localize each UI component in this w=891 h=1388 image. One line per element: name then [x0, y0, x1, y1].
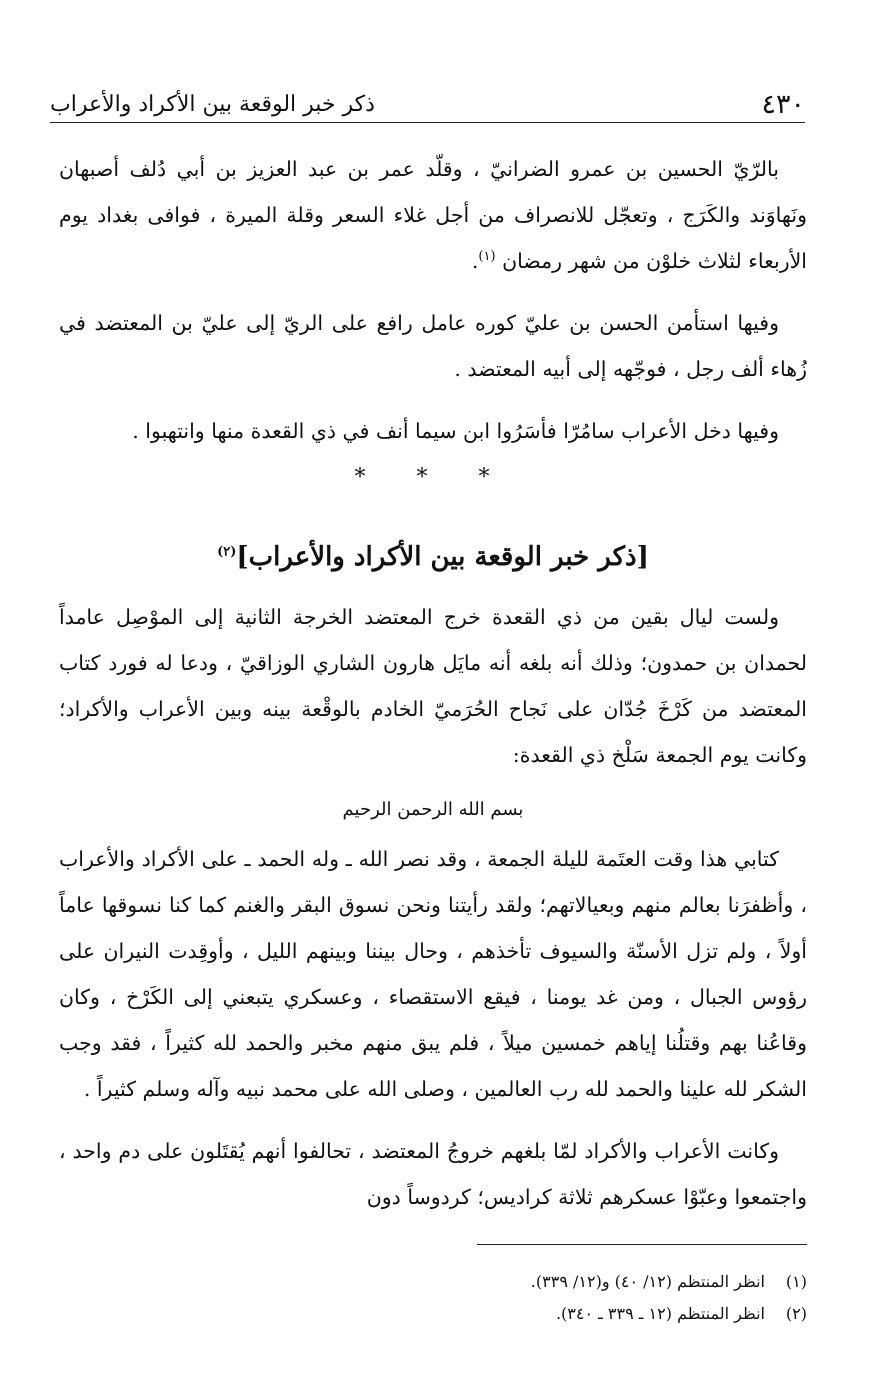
- section-title-text: [ذكر خبر الوقعة بين الأكراد والأعراب]: [236, 542, 649, 572]
- paragraph-2: وفيها استأمن الحسن بن عليّ كوره عامل رافع على الريّ إلى عليّ بن المعتضد في زُهاء ألف رجل ، فوجّهه إلى أبيه المعتضد .: [59, 311, 807, 381]
- page-number: ٤٣٠: [761, 89, 805, 120]
- footnote-number: (٢): [785, 1304, 807, 1323]
- paragraph-6: وكانت الأعراب والأكراد لمّا بلغهم خروجُ المعتضد ، تحالفوا أنهم يُقتَلون على دم واحد ، واجتمعوا وعبّوْا عسكرهم ثلاثة كراديس؛ كردوساً دون: [59, 1139, 807, 1209]
- footnote-text: انظر المنتظم (١٢ ـ ٣٣٩ ـ ٣٤٠).: [555, 1304, 765, 1323]
- footnote-1: [59, 1266, 807, 1298]
- paragraph-4: ولست ليال بقين من ذي القعدة خرج المعتضد الخرجة الثانية إلى الموْصِل عامداً لحمدان بن حمدون؛ وذلك أنه بلغه أنه مايَل هارون الشاري الوزاقيّ ، ودعا له فورد كتاب المعتضد من كَرْخَ جُدّان على نَجاح الحُرَميّ الخادم بالوقْعة بينه وبين الأعراب والأكراد؛ وكانت يوم الجمعة سَلْخ ذي القعدة:: [59, 605, 807, 767]
- paragraph-1-end: .: [471, 249, 479, 273]
- paragraph-1: [59, 146, 807, 284]
- footnotes: [59, 1266, 807, 1330]
- section-separator: * * *: [354, 465, 512, 490]
- footnote-separator: [477, 1244, 807, 1245]
- body-text: [59, 146, 807, 1220]
- footnote-ref-2: (٢): [217, 544, 237, 560]
- basmala: بسم الله الرحمن الرحيم: [342, 799, 524, 820]
- section-title: [59, 528, 807, 586]
- paragraph-3: وفيها دخل الأعراب سامُرّا فأسَرُوا ابن سيما أنف في ذي القعدة منها وانتهبوا .: [132, 419, 779, 443]
- running-head: ذكر خبر الوقعة بين الأكراد والأعراب: [50, 92, 375, 117]
- paragraph-5: كتابي هذا وقت العتَمة لليلة الجمعة ، وقد نصر الله ـ وله الحمد ـ على الأكراد والأعراب ، وأظفرَنا بعالم منهم وبعيالاتهم؛ ولقد رأيتنا ونحن نسوق البقر والغنم كما كنا نسوقها عاماً أولاً ، ولم تزل الأسنّة والسيوف تأخذهم ، وحال بيننا وبينهم الليل ، وأوقِدت النيران على رؤوس الجبال ، ومن غد يومنا ، فيقع الاستقصاء ، وعسكري يتبعني إلى الكَرْخ ، وكان وقاعُنا بهم وقتلُنا إياهم خمسين ميلاً ، فلم يبق منهم مخبر والحمد لله كثيراً ، فقد وجب الشكر لله علينا والحمد لله رب العالمين ، وصلى الله على محمد نبيه وآله وسلم كثيراً .: [59, 847, 807, 1101]
- page-header: [50, 86, 805, 123]
- footnote-ref-1: (١): [478, 249, 496, 265]
- paragraph-1-text: بالرّيّ الحسين بن عمرو الضرانيّ ، وقلّد عمر بن عبد العزيز بن أبي دُلف أصبهان ونَهاوَند والكَرَج ، وتعجّل للانصراف من أجل غلاء السعر وقلة الميرة ، فوافى بغداد يوم الأربعاء لثلاث خلوْن من شهر رمضان: [59, 157, 807, 273]
- footnote-text: انظر المنتظم (١٢/ ٤٠) و(١٢/ ٣٣٩).: [530, 1272, 765, 1291]
- footnote-number: (١): [785, 1272, 807, 1291]
- footnote-2: [59, 1298, 807, 1330]
